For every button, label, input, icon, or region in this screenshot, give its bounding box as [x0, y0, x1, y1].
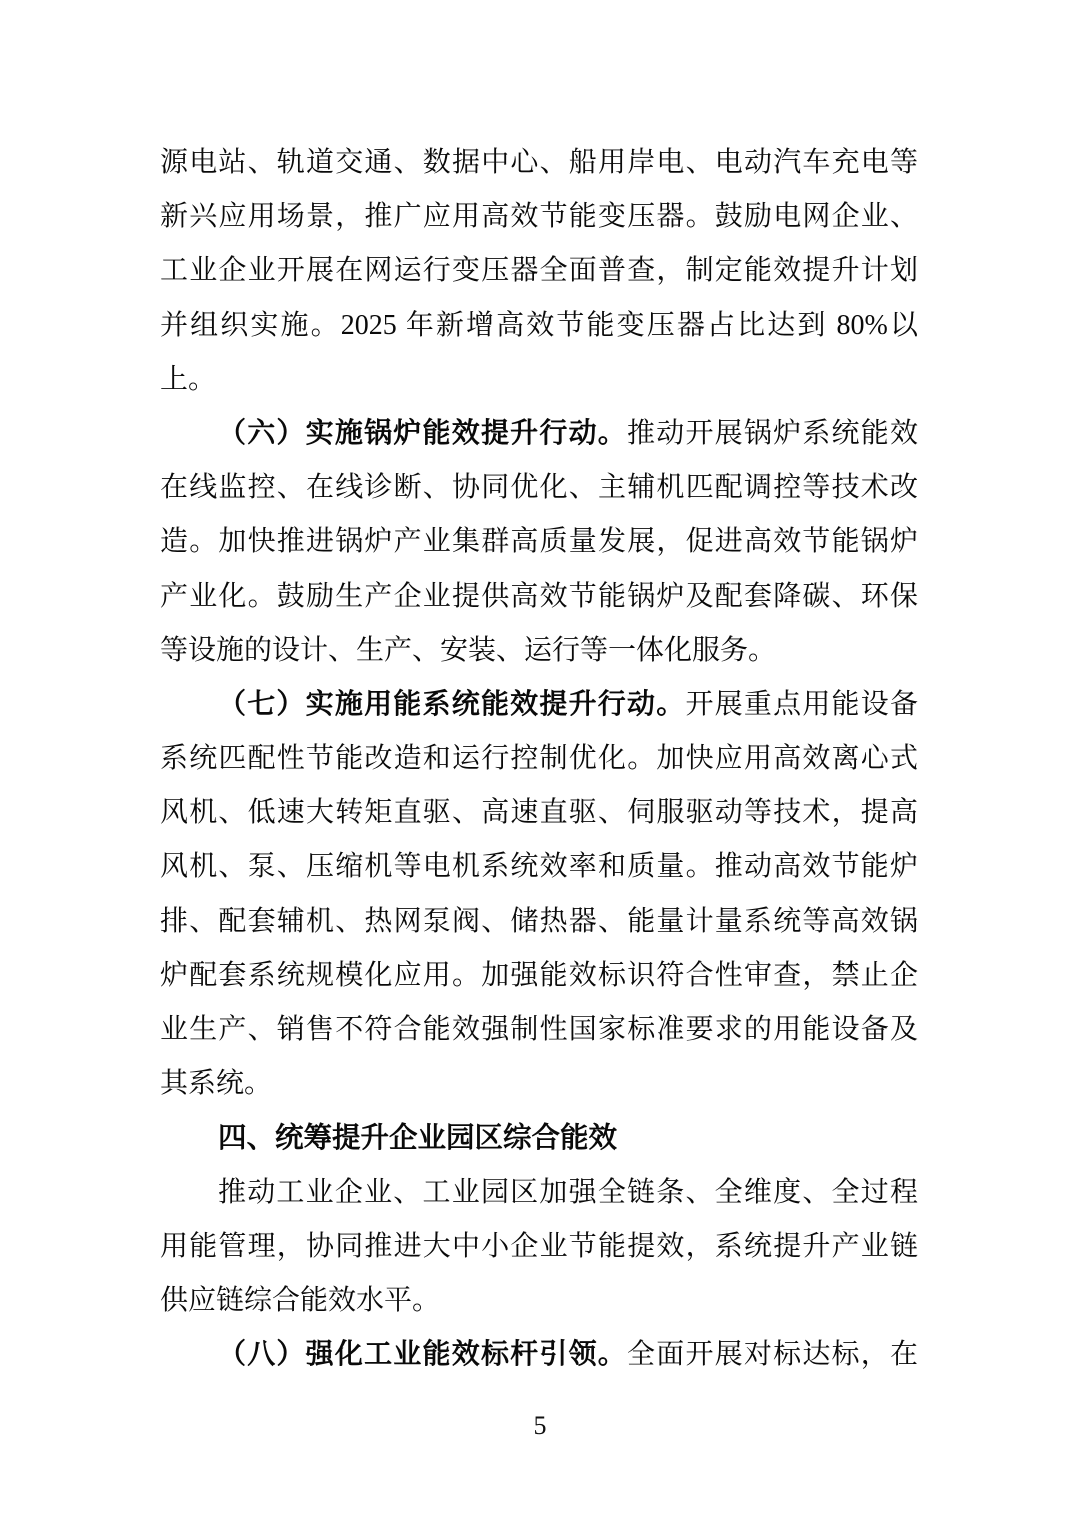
body-text-run: 推动开展锅炉系统能效: [627, 417, 918, 449]
body-text-run: 上。: [160, 363, 217, 395]
text-line: [160, 244, 918, 298]
text-line: [160, 1166, 918, 1220]
body-text-run: 其系统。: [160, 1068, 273, 1100]
text-line: [160, 461, 918, 515]
section-heading: [160, 1111, 918, 1165]
body-text-run: 源电站、轨道交通、数据中心、船用岸电、电动汽车充电等: [160, 147, 918, 178]
heading-text: 四、统筹提升企业园区综合能效: [218, 1122, 618, 1155]
page-footer: [0, 1413, 1080, 1439]
body-text-run: 造。加快推进锅炉产业集群高质量发展，促进高效节能锅炉: [160, 526, 918, 558]
text-line: [160, 949, 918, 1003]
text-line: [160, 190, 918, 244]
text-line: [160, 1057, 918, 1111]
body-text-run: 排、配套辅机、热网泵阀、储热器、能量计量系统等高效锅: [160, 905, 918, 937]
text-line: [160, 299, 918, 353]
body-text-run: 业生产、销售不符合能效强制性国家标准要求的用能设备及: [160, 1014, 918, 1045]
clause-lead-bold: （八）强化工业能效标杆引领。: [218, 1339, 628, 1371]
body-text-run: 并组织实施。2025 年新增高效节能变压器占比达到 80%以: [160, 309, 918, 341]
body-text-run: 风机、低速大转矩直驱、高速直驱、伺服驱动等技术，提高: [160, 797, 918, 829]
clause-lead-bold: （七）实施用能系统能效提升行动。: [218, 688, 686, 720]
body-text-run: 系统匹配性节能改造和运行控制优化。加快应用高效离心式: [160, 743, 918, 775]
text-line: [160, 1220, 918, 1274]
clause-lead-bold: （六）实施锅炉能效提升行动。: [218, 417, 628, 449]
body-text-run: 用能管理，协同推进大中小企业节能提效，系统提升产业链: [160, 1230, 918, 1262]
text-line: [160, 895, 918, 949]
page-number: 5: [533, 1411, 547, 1440]
text-line: [160, 624, 918, 678]
body-text-run: 推动工业企业、工业园区加强全链条、全维度、全过程: [218, 1176, 918, 1208]
text-line: [160, 407, 918, 461]
text-line: [160, 1328, 918, 1382]
body-text-run: 在线监控、在线诊断、协同优化、主辅机匹配调控等技术改: [160, 472, 918, 504]
body-text-run: 产业化。鼓励生产企业提供高效节能锅炉及配套降碳、环保: [160, 580, 918, 612]
text-block: [160, 136, 918, 1382]
text-line: [160, 353, 918, 407]
body-text-run: 等设施的设计、生产、安装、运行等一体化服务。: [160, 634, 777, 666]
text-line: [160, 136, 918, 190]
text-line: [160, 678, 918, 732]
body-text-run: 风机、泵、压缩机等电机系统效率和质量。推动高效节能炉: [160, 851, 918, 883]
text-line: [160, 570, 918, 624]
text-line: [160, 840, 918, 894]
text-line: [160, 515, 918, 569]
body-text-run: 供应链综合能效水平。: [160, 1284, 441, 1316]
text-line: [160, 732, 918, 786]
text-line: [160, 786, 918, 840]
body-text-run: 新兴应用场景，推广应用高效节能变压器。鼓励电网企业、: [160, 201, 918, 233]
body-text-run: 全面开展对标达标，在: [627, 1339, 918, 1371]
text-line: [160, 1274, 918, 1328]
body-text-run: 炉配套系统规模化应用。加强能效标识符合性审查，禁止企: [160, 959, 918, 991]
body-text-run: 工业企业开展在网运行变压器全面普查，制定能效提升计划: [160, 255, 918, 287]
text-line: [160, 1003, 918, 1057]
body-text-run: 开展重点用能设备: [685, 688, 918, 720]
